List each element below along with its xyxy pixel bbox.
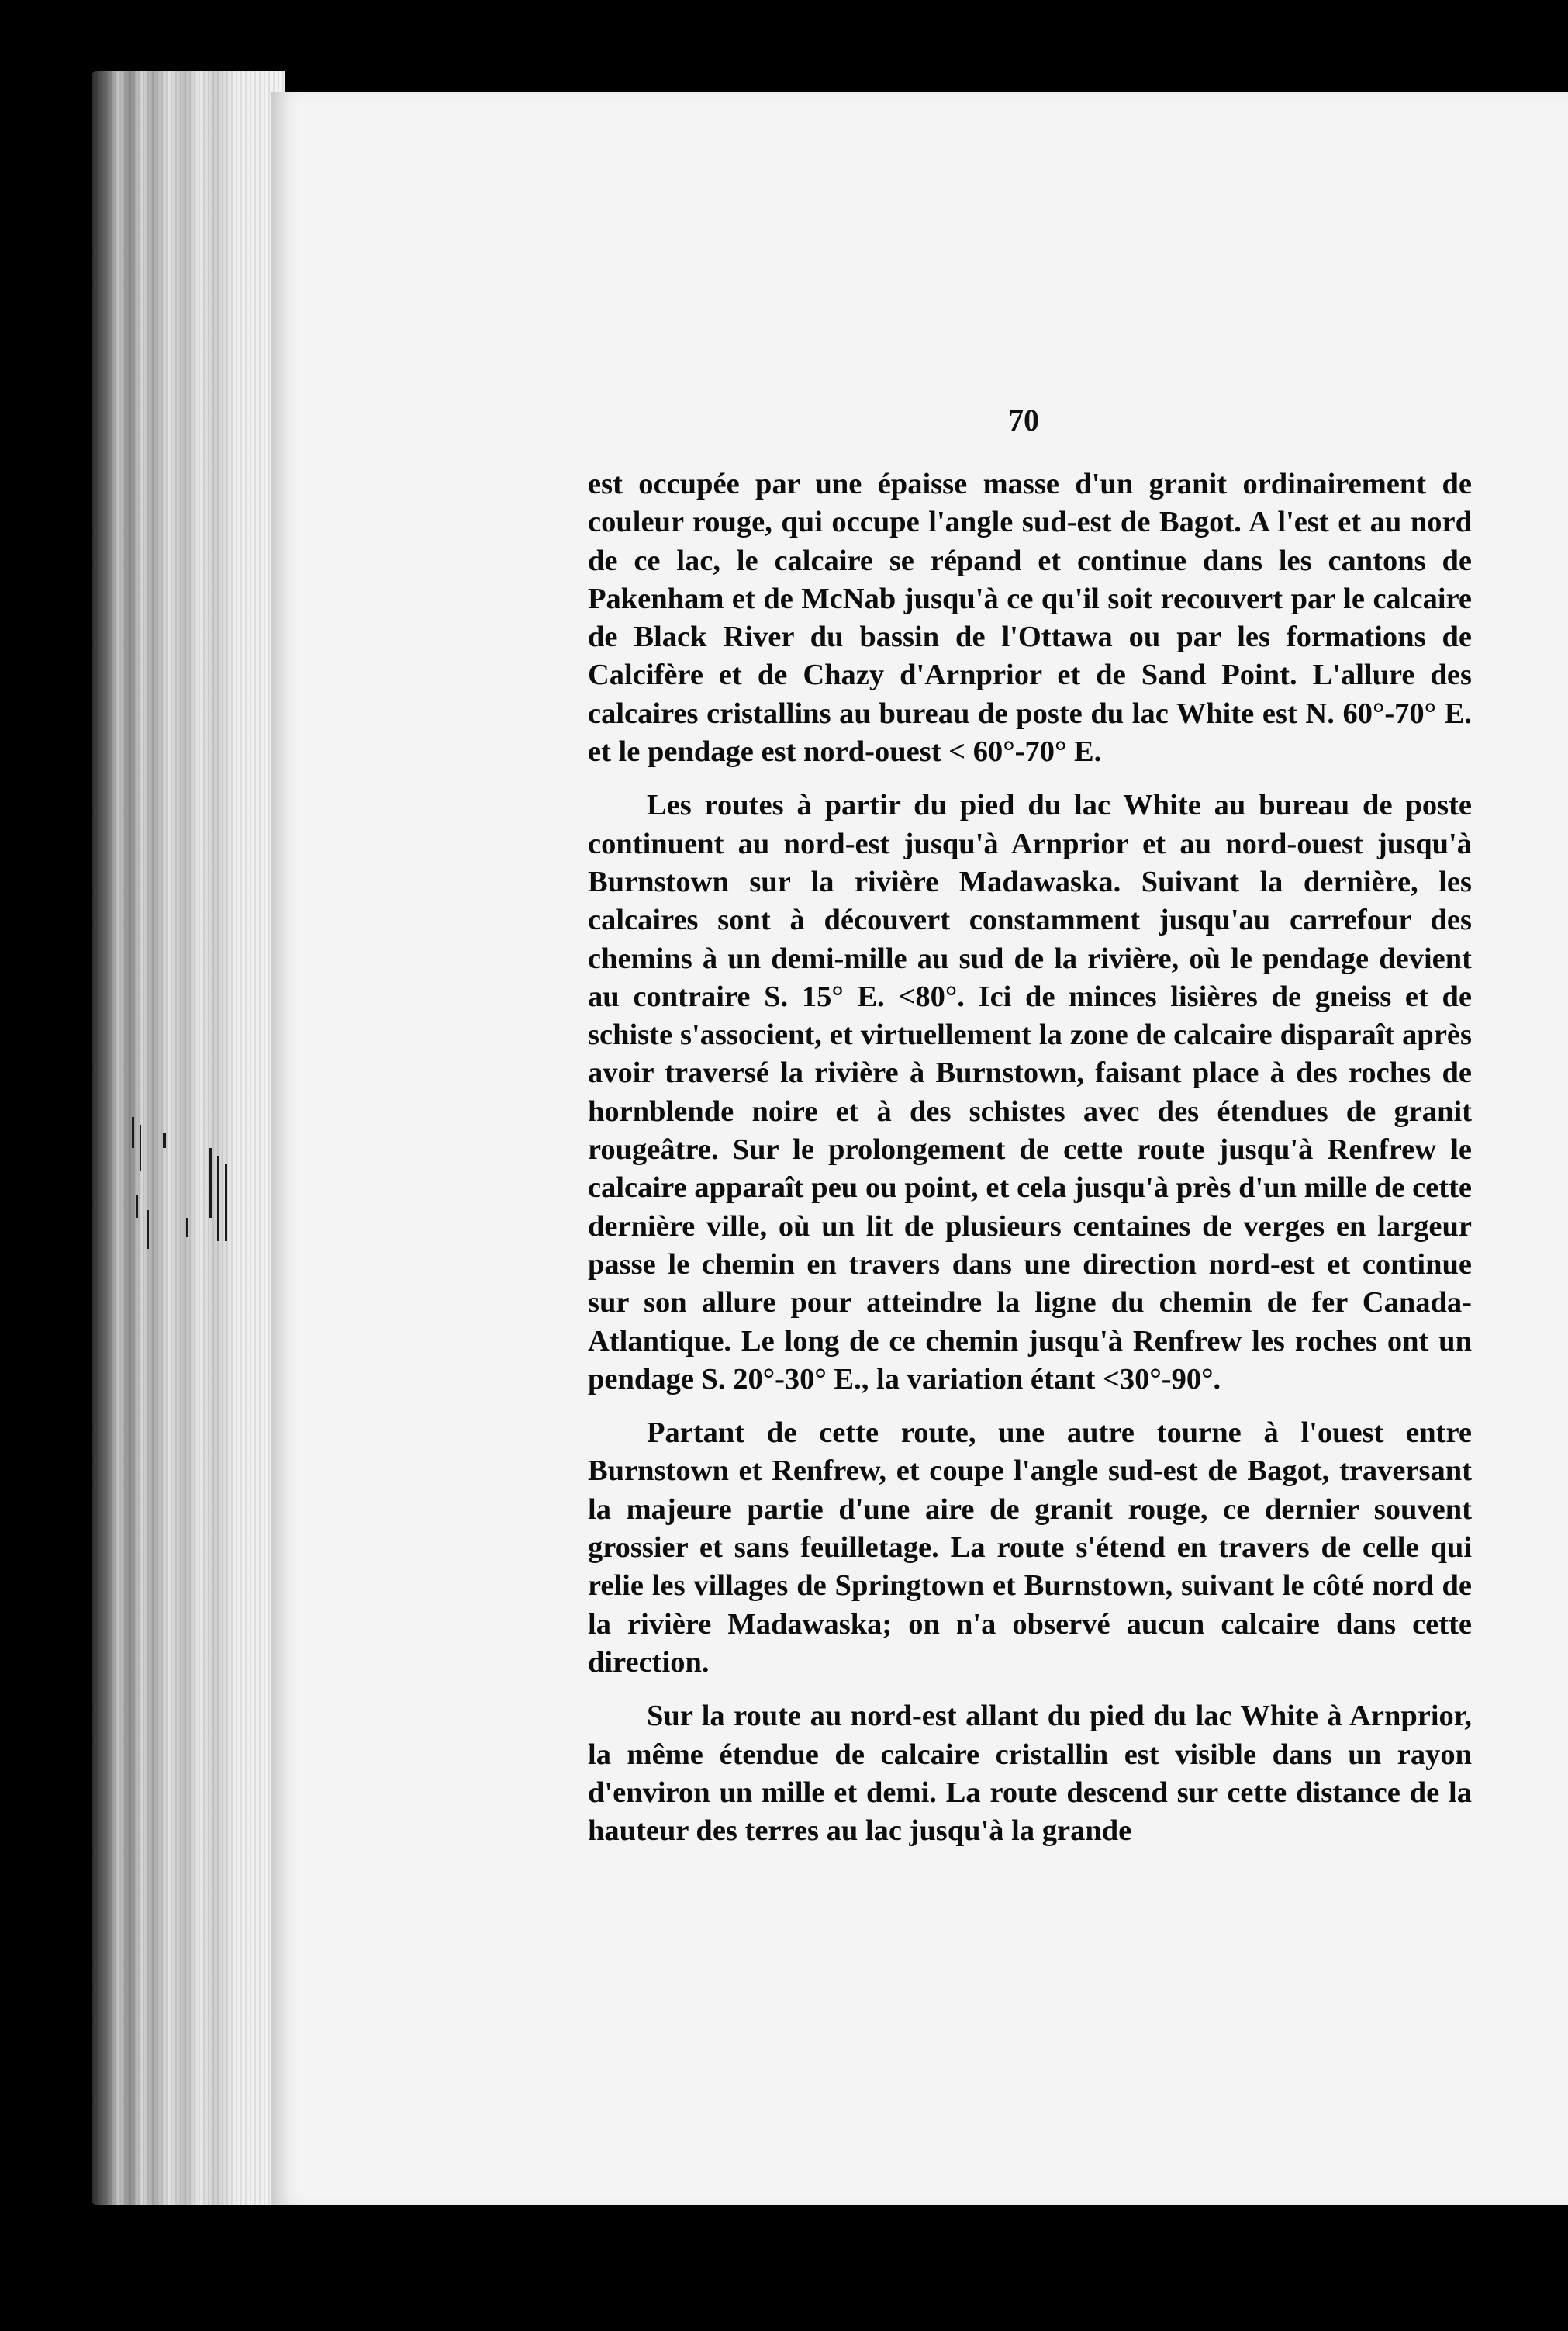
paragraph-2: Les routes à partir du pied du lac White au bureau de poste continuent au nord-est jusqu'à Arnprior et au nord-ouest jusqu'à Burnstown sur la rivière Madawaska. Suivant la dernière, les calcaires sont à découvert constamment jusqu'au carrefour des chemins à un demi-mille au sud de la rivière, où le pendage devient au contraire S. 15° E. <80°. Ici de minces lisières de gneiss et de schiste s'associent, et virtuellement la zone de calcaire disparaît après avoir traversé la rivière à Burnstown, faisant place à des roches de hornblende noire et à des schistes avec des étendues de granit rougeâtre. Sur le prolongement de cette route jusqu'à Renfrew le calcaire apparaît peu ou point, et cela jusqu'à près d'un mille de cette dernière ville, où un lit de plusieurs centaines de verges en largeur passe le chemin en travers dans une direction nord-est et continue sur son allure pour atteindre la ligne du chemin de fer Canada-Atlantique. Le long de ce chemin jusqu'à Renfrew les roches ont un pendage S. 20°-30° E., la variation étant <30°-90°.: [588, 789, 1472, 1395]
scan-artifact-marks: [116, 1102, 271, 1334]
paragraph-3: Partant de cette route, une autre tourne à l'ouest entre Burnstown et Renfrew, et coupe l'angle sud-est de Bagot, traversant la majeure partie d'une aire de granit rouge, ce dernier souvent grossier et sans feuilletage. La route s'étend en travers de celle qui relie les villages de Springtown et Burnstown, suivant le côté nord de la rivière Madawaska; on n'a observé aucun calcaire dans cette direction.: [588, 1416, 1472, 1679]
paragraph-4: Sur la route au nord-est allant du pied du lac White à Arnprior, la même étendue de calcaire cristallin est visible dans un rayon d'environ un mille et demi. La route descend sur cette distance de la hauteur des terres au lac jusqu'à la grande: [588, 1700, 1472, 1848]
body-text: [588, 465, 1472, 1866]
page-number: 70: [1008, 403, 1039, 437]
paragraph-1: est occupée par une épaisse masse d'un granit ordinairement de couleur rouge, qui occupe l'angle sud-est de Bagot. A l'est et au nord de ce lac, le calcaire se répand et continue dans les cantons de Pakenham et de McNab jusqu'à ce qu'il soit recouvert par le calcaire de Black River du bassin de l'Ottawa ou par les formations de Calcifère et de Chazy d'Arnprior et de Sand Point. L'allure des calcaires cristallins au bureau de poste du lac White est N. 60°-70° E. et le pendage est nord-ouest < 60°-70° E.: [588, 468, 1472, 769]
